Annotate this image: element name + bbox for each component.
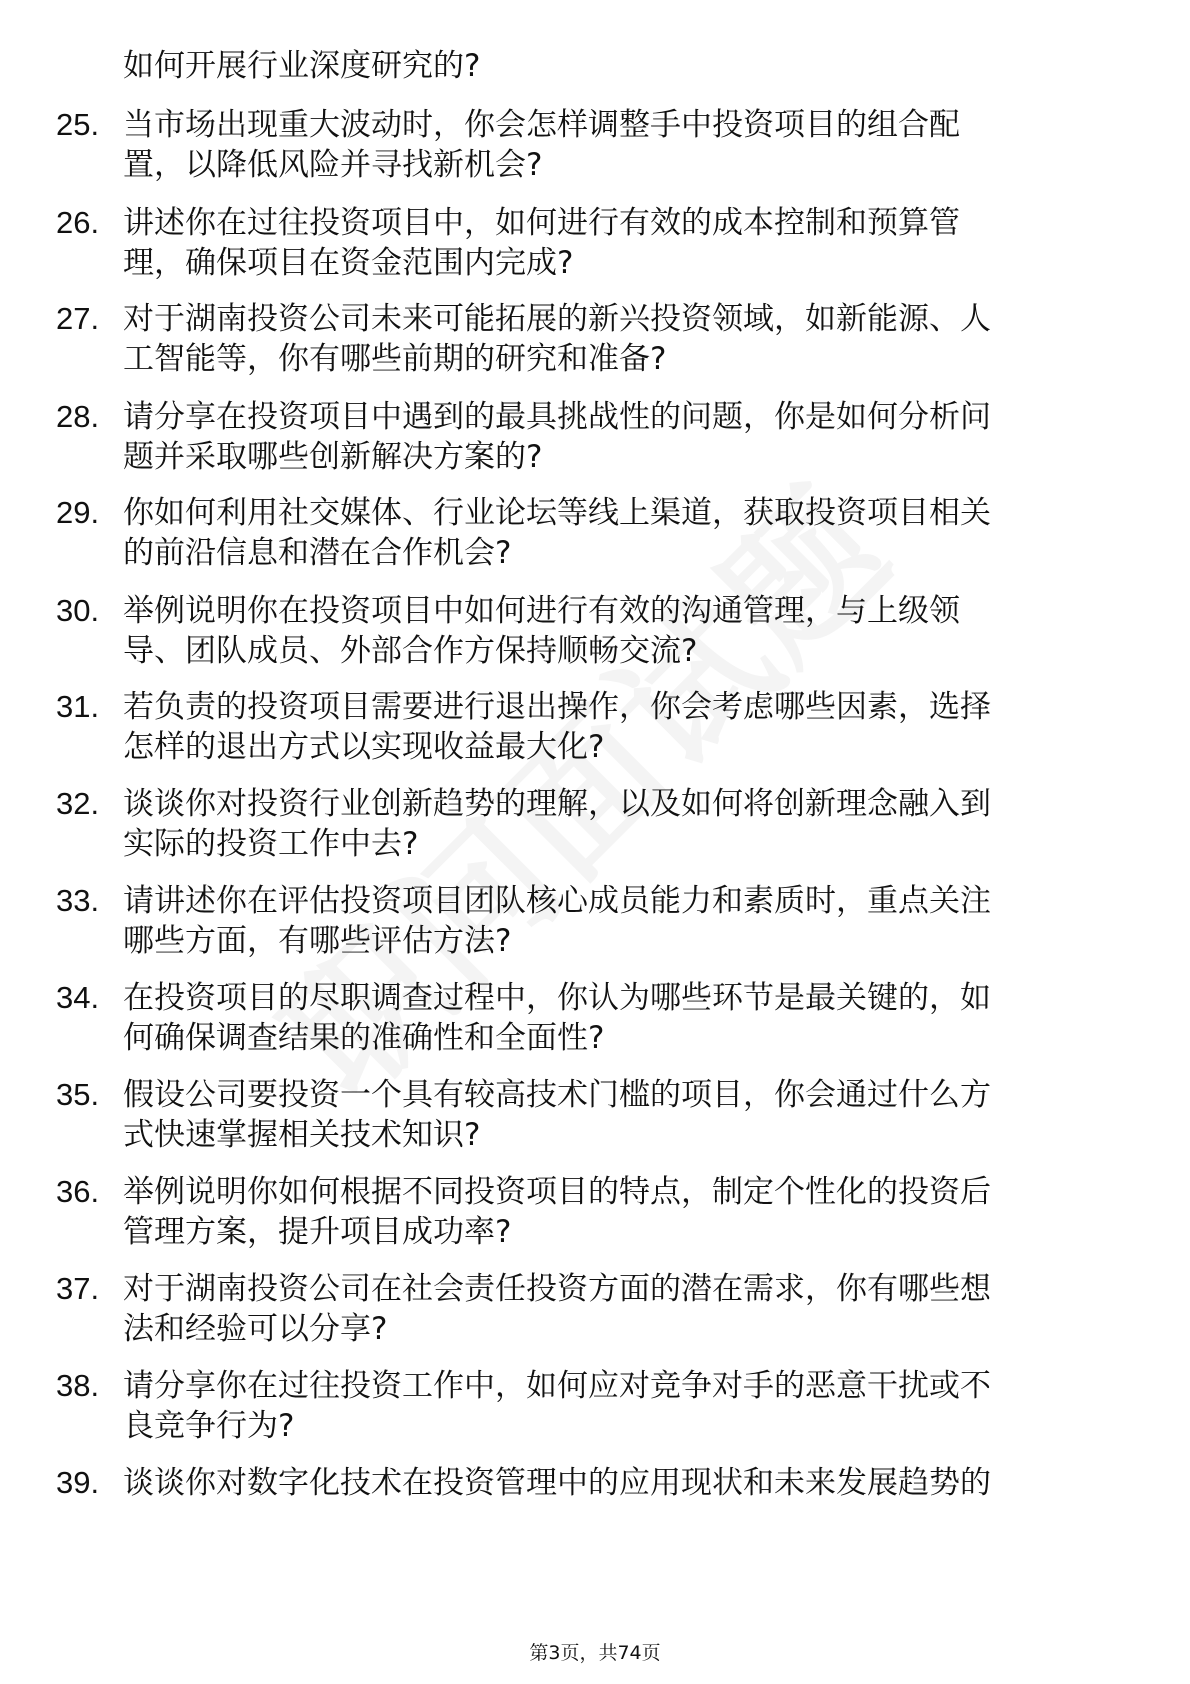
question-line: 何确保调查结果的准确性和全面性? [123, 1020, 605, 1056]
question-line: 法和经验可以分享? [123, 1311, 388, 1347]
question-line: 题并采取哪些创新解决方案的? [123, 439, 543, 475]
question-line: 如何开展行业深度研究的? [123, 48, 481, 84]
question-line: 的前沿信息和潜在合作机会? [123, 535, 512, 571]
question-text [123, 203, 1123, 283]
question-line: 你如何利用社交媒体、行业论坛等线上渠道，获取投资项目相关 [123, 495, 991, 531]
question-text [123, 784, 1123, 864]
question-line: 请讲述你在评估投资项目团队核心成员能力和素质时，重点关注 [123, 883, 991, 919]
question-line: 导、团队成员、外部合作方保持顺畅交流? [123, 633, 698, 669]
question-text [123, 881, 1123, 961]
question-text [123, 105, 1123, 185]
question-line: 式快速掌握相关技术知识? [123, 1117, 481, 1153]
question-text [123, 1463, 1123, 1503]
question-line: 在投资项目的尽职调查过程中，你认为哪些环节是最关键的，如 [123, 980, 991, 1016]
question-text [123, 1366, 1123, 1446]
question-line: 对于湖南投资公司未来可能拓展的新兴投资领域，如新能源、人 [123, 301, 991, 337]
question-line: 实际的投资工作中去? [123, 826, 419, 862]
question-text [123, 1075, 1123, 1155]
question-line: 请分享你在过往投资工作中，如何应对竞争对手的恶意干扰或不 [123, 1368, 991, 1404]
question-number: 28. [56, 399, 100, 434]
question-line: 请分享在投资项目中遇到的最具挑战性的问题，你是如何分析问 [123, 399, 991, 435]
question-number: 36. [56, 1174, 100, 1209]
question-line: 良竞争行为? [123, 1408, 295, 1444]
question-number: 25. [56, 107, 100, 142]
question-number: 31. [56, 689, 100, 724]
question-number: 29. [56, 495, 100, 530]
question-number: 27. [56, 301, 100, 336]
question-text [123, 1172, 1123, 1252]
question-number: 33. [56, 883, 100, 918]
question-text [123, 978, 1123, 1058]
question-text [123, 397, 1123, 477]
question-number: 38. [56, 1368, 100, 1403]
question-number: 39. [56, 1465, 100, 1500]
question-line: 置，以降低风险并寻找新机会? [123, 147, 543, 183]
question-line: 举例说明你在投资项目中如何进行有效的沟通管理，与上级领 [123, 593, 960, 629]
question-text [123, 1269, 1123, 1349]
question-number: 26. [56, 205, 100, 240]
question-line: 当市场出现重大波动时，你会怎样调整手中投资项目的组合配 [123, 107, 960, 143]
question-line: 谈谈你对数字化技术在投资管理中的应用现状和未来发展趋势的 [123, 1465, 991, 1501]
question-line: 举例说明你如何根据不同投资项目的特点，制定个性化的投资后 [123, 1174, 991, 1210]
question-number: 30. [56, 593, 100, 628]
question-text [123, 299, 1123, 379]
question-text [123, 687, 1123, 767]
question-text [123, 493, 1123, 573]
page-footer: 第3页，共74页 [529, 1642, 661, 1664]
question-number: 32. [56, 786, 100, 821]
question-line: 谈谈你对投资行业创新趋势的理解，以及如何将创新理念融入到 [123, 786, 991, 822]
question-line: 工智能等，你有哪些前期的研究和准备? [123, 341, 667, 377]
question-line: 对于湖南投资公司在社会责任投资方面的潜在需求，你有哪些想 [123, 1271, 991, 1307]
question-line: 怎样的退出方式以实现收益最大化? [123, 729, 605, 765]
question-text [123, 591, 1123, 671]
question-number: 34. [56, 980, 100, 1015]
question-line: 理，确保项目在资金范围内完成? [123, 245, 574, 281]
question-line: 哪些方面，有哪些评估方法? [123, 923, 512, 959]
question-number: 35. [56, 1077, 100, 1112]
question-number: 37. [56, 1271, 100, 1306]
question-line: 管理方案，提升项目成功率? [123, 1214, 512, 1250]
question-line: 讲述你在过往投资项目中，如何进行有效的成本控制和预算管 [123, 205, 960, 241]
question-line: 假设公司要投资一个具有较高技术门槛的项目，你会通过什么方 [123, 1077, 991, 1113]
continuation-text [123, 46, 1123, 86]
question-line: 若负责的投资项目需要进行退出操作，你会考虑哪些因素，选择 [123, 689, 991, 725]
